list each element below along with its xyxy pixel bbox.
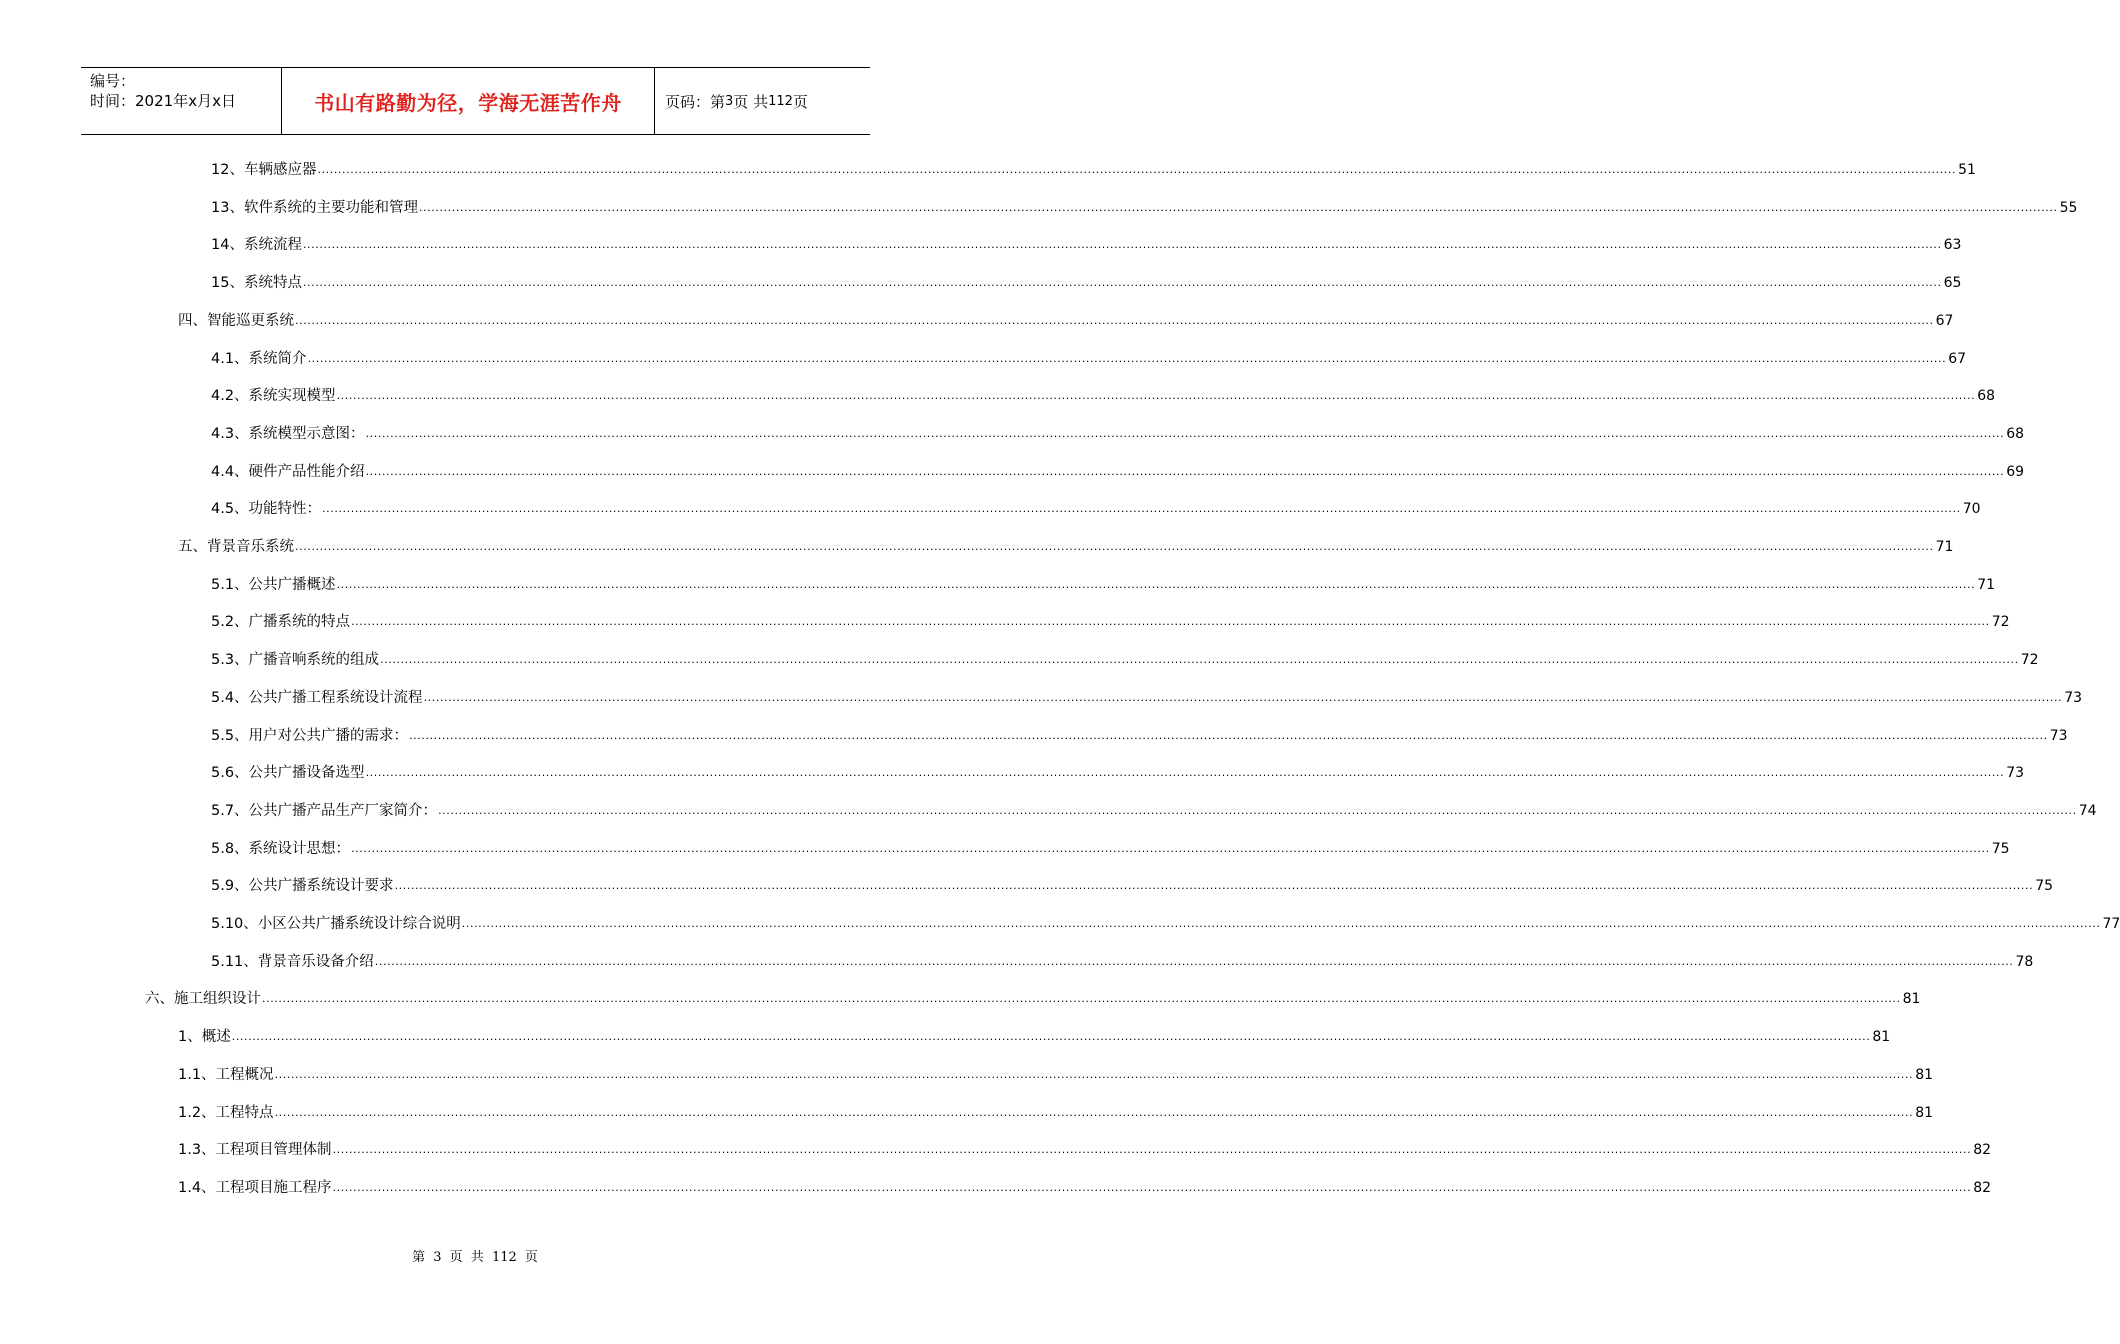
toc-dot-leader: ................................................................................................................................................................................................................................................................................................................................................................................................................ (231, 1030, 1871, 1043)
toc-entry[interactable] (178, 311, 1954, 331)
toc-dot-leader: ................................................................................................................................................................................................................................................................................................................................................................................................................ (322, 502, 1961, 515)
toc-entry[interactable] (211, 273, 1962, 293)
toc-dot-leader: ................................................................................................................................................................................................................................................................................................................................................................................................................ (380, 653, 2019, 666)
toc-entry-page: 74 (2078, 803, 2097, 819)
toc-entry-title: 5.7、公共广播产品生产厂家简介： (211, 803, 438, 819)
toc-entry[interactable] (211, 349, 1967, 369)
toc-entry-title: 14、系统流程 (211, 237, 302, 253)
toc-entry-title: 四、智能巡更系统 (178, 313, 294, 329)
toc-entry[interactable] (211, 914, 2120, 934)
toc-entry-page: 67 (1948, 351, 1967, 367)
toc-entry[interactable] (178, 1103, 1934, 1123)
toc-entry-title: 1.3、工程项目管理体制 (178, 1142, 332, 1158)
header-motto: 书山有路勤为径，学海无涯苦作舟 (314, 90, 622, 115)
toc-dot-leader: ................................................................................................................................................................................................................................................................................................................................................................................................................ (351, 615, 1990, 628)
toc-entry-page: 71 (1977, 577, 1996, 593)
number-label: 编号： (90, 72, 136, 90)
toc-entry-page: 68 (2006, 426, 2025, 442)
toc-entry-page: 72 (1991, 614, 2010, 630)
time-value: 2021年x月x日 (135, 92, 236, 110)
toc-entry-title: 1、概述 (178, 1029, 231, 1045)
toc-entry-title: 13、软件系统的主要功能和管理 (211, 200, 418, 216)
toc-entry-page: 51 (1958, 162, 1976, 178)
toc-entry[interactable] (211, 198, 2078, 218)
toc-entry[interactable] (211, 575, 1996, 595)
toc-entry-page: 69 (2006, 464, 2025, 480)
toc-entry[interactable] (211, 499, 1981, 519)
toc-entry-title: 5.4、公共广播工程系统设计流程 (211, 690, 423, 706)
toc-dot-leader: ................................................................................................................................................................................................................................................................................................................................................................................................................ (374, 955, 2014, 968)
time-label: 时间： (90, 92, 136, 110)
toc-entry[interactable] (211, 952, 2034, 972)
toc-dot-leader: ................................................................................................................................................................................................................................................................................................................................................................................................................ (351, 842, 1990, 855)
toc-entry-title: 5.5、用户对公共广播的需求： (211, 728, 409, 744)
toc-dot-leader: ................................................................................................................................................................................................................................................................................................................................................................................................................ (409, 729, 2048, 742)
toc-dot-leader: ................................................................................................................................................................................................................................................................................................................................................................................................................ (295, 314, 1934, 327)
footer-mid: 页 共 (449, 1250, 484, 1265)
footer-total: 112 (491, 1250, 517, 1265)
toc-dot-leader: ................................................................................................................................................................................................................................................................................................................................................................................................................ (394, 879, 2034, 892)
toc-entry[interactable] (178, 1065, 1934, 1085)
toc-entry[interactable] (211, 839, 2010, 859)
toc-entry-page: 72 (2020, 652, 2039, 668)
toc-entry[interactable] (178, 1027, 1891, 1047)
toc-entry-page: 82 (1973, 1180, 1992, 1196)
toc-entry-page: 77 (2102, 916, 2120, 932)
toc-dot-leader: ................................................................................................................................................................................................................................................................................................................................................................................................................ (302, 276, 1942, 289)
toc-entry-title: 15、系统特点 (211, 275, 302, 291)
toc-entry-page: 73 (2006, 765, 2025, 781)
toc-dot-leader: ................................................................................................................................................................................................................................................................................................................................................................................................................ (438, 804, 2077, 817)
toc-entry-page: 70 (1962, 501, 1981, 517)
toc-entry-page: 81 (1872, 1029, 1891, 1045)
toc-entry-title: 5.8、系统设计思想： (211, 841, 351, 857)
toc-entry[interactable] (211, 763, 2025, 783)
toc-entry-page: 65 (1943, 275, 1962, 291)
toc-entry[interactable] (211, 726, 2068, 746)
toc-entry-title: 1.4、工程项目施工程序 (178, 1180, 332, 1196)
toc-entry-page: 68 (1977, 388, 1996, 404)
toc-entry-title: 4.5、功能特性： (211, 501, 322, 517)
toc-entry-title: 12、车辆感应器 (211, 162, 317, 178)
toc-entry[interactable] (178, 537, 1954, 557)
header-motto-cell (282, 68, 655, 134)
toc-entry-page: 75 (2035, 878, 2054, 894)
toc-dot-leader: ................................................................................................................................................................................................................................................................................................................................................................................................................ (336, 389, 1976, 402)
toc-entry-title: 5.2、广播系统的特点 (211, 614, 351, 630)
toc-dot-leader: ................................................................................................................................................................................................................................................................................................................................................................................................................ (418, 201, 2058, 214)
toc-entry-title: 5.6、公共广播设备选型 (211, 765, 365, 781)
toc-entry-title: 4.4、硬件产品性能介绍 (211, 464, 365, 480)
toc-dot-leader: ................................................................................................................................................................................................................................................................................................................................................................................................................ (274, 1068, 1914, 1081)
toc-entry[interactable] (211, 650, 2039, 670)
toc-dot-leader: ................................................................................................................................................................................................................................................................................................................................................................................................................ (461, 917, 2101, 930)
toc-entry-page: 75 (1991, 841, 2010, 857)
header-left-cell (81, 68, 282, 134)
toc-entry-page: 82 (1973, 1142, 1992, 1158)
toc-entry-title: 4.2、系统实现模型 (211, 388, 336, 404)
toc-dot-leader: ................................................................................................................................................................................................................................................................................................................................................................................................................ (336, 578, 1976, 591)
toc-dot-leader: ................................................................................................................................................................................................................................................................................................................................................................................................................ (274, 1106, 1914, 1119)
toc-entry-title: 5.3、广播音响系统的组成 (211, 652, 380, 668)
toc-entry-page: 73 (2064, 690, 2083, 706)
toc-dot-leader: ................................................................................................................................................................................................................................................................................................................................................................................................................ (302, 238, 1942, 251)
toc-entry-title: 五、背景音乐系统 (178, 539, 294, 555)
toc-entry-page: 67 (1935, 313, 1954, 329)
toc-entry[interactable] (211, 688, 2083, 708)
toc-entry-title: 5.11、背景音乐设备介绍 (211, 954, 374, 970)
toc-dot-leader: ................................................................................................................................................................................................................................................................................................................................................................................................................ (423, 691, 2063, 704)
header-page-total: 112 (768, 93, 793, 109)
toc-entry[interactable] (211, 424, 2025, 444)
toc-entry[interactable] (211, 386, 1996, 406)
footer-suffix: 页 (524, 1250, 538, 1265)
toc-dot-leader: ................................................................................................................................................................................................................................................................................................................................................................................................................ (365, 427, 2005, 440)
toc-entry-page: 63 (1943, 237, 1962, 253)
toc-entry[interactable] (178, 1140, 1992, 1160)
toc-entry-title: 5.1、公共广播概述 (211, 577, 336, 593)
toc-dot-leader: ................................................................................................................................................................................................................................................................................................................................................................................................................ (332, 1143, 1972, 1156)
toc-entry-title: 4.3、系统模型示意图： (211, 426, 365, 442)
toc-entry-title: 1.2、工程特点 (178, 1105, 274, 1121)
toc-dot-leader: ................................................................................................................................................................................................................................................................................................................................................................................................................ (295, 540, 1934, 553)
toc-entry-page: 55 (2059, 200, 2078, 216)
footer-prefix: 第 (412, 1250, 426, 1265)
toc-entry-title: 5.9、公共广播系统设计要求 (211, 878, 394, 894)
toc-entry-title: 六、施工组织设计 (145, 991, 261, 1007)
header-page-current: 3 (725, 93, 734, 109)
toc-entry-page: 73 (2049, 728, 2068, 744)
toc-dot-leader: ................................................................................................................................................................................................................................................................................................................................................................................................................ (317, 163, 1957, 176)
toc-entry[interactable] (211, 235, 1962, 255)
header-page-cell (655, 68, 870, 134)
toc-entry[interactable] (178, 1178, 1992, 1198)
toc-entry[interactable] (211, 462, 2025, 482)
footer-current: 3 (433, 1250, 442, 1265)
toc-entry-title: 1.1、工程概况 (178, 1067, 274, 1083)
toc-entry-title: 4.1、系统简介 (211, 351, 307, 367)
toc-entry-title: 5.10、小区公共广播系统设计综合说明 (211, 916, 461, 932)
toc-entry[interactable] (211, 801, 2097, 821)
toc-entry-page: 71 (1935, 539, 1954, 555)
toc-entry[interactable] (211, 876, 2054, 896)
toc-entry-page: 81 (1902, 991, 1921, 1007)
toc-dot-leader: ................................................................................................................................................................................................................................................................................................................................................................................................................ (365, 766, 2005, 779)
header-page-prefix: 页码：第 (665, 92, 726, 111)
header-page-suffix: 页 (792, 92, 808, 111)
time-line (90, 91, 281, 111)
page-footer (0, 1246, 950, 1265)
toc-entry-page: 78 (2015, 954, 2034, 970)
toc-dot-leader: ................................................................................................................................................................................................................................................................................................................................................................................................................ (332, 1181, 1972, 1194)
toc-entry[interactable] (211, 612, 2010, 632)
toc-entry-page: 81 (1915, 1105, 1934, 1121)
header-page-mid: 页 共 (733, 92, 769, 111)
toc-entry[interactable] (145, 989, 1921, 1009)
page-header (81, 67, 870, 135)
toc-dot-leader: ................................................................................................................................................................................................................................................................................................................................................................................................................ (262, 992, 1901, 1005)
toc-entry-page: 81 (1915, 1067, 1934, 1083)
toc-dot-leader: ................................................................................................................................................................................................................................................................................................................................................................................................................ (365, 465, 2005, 478)
toc-dot-leader: ................................................................................................................................................................................................................................................................................................................................................................................................................ (307, 352, 1947, 365)
toc-entry[interactable] (211, 160, 1976, 180)
